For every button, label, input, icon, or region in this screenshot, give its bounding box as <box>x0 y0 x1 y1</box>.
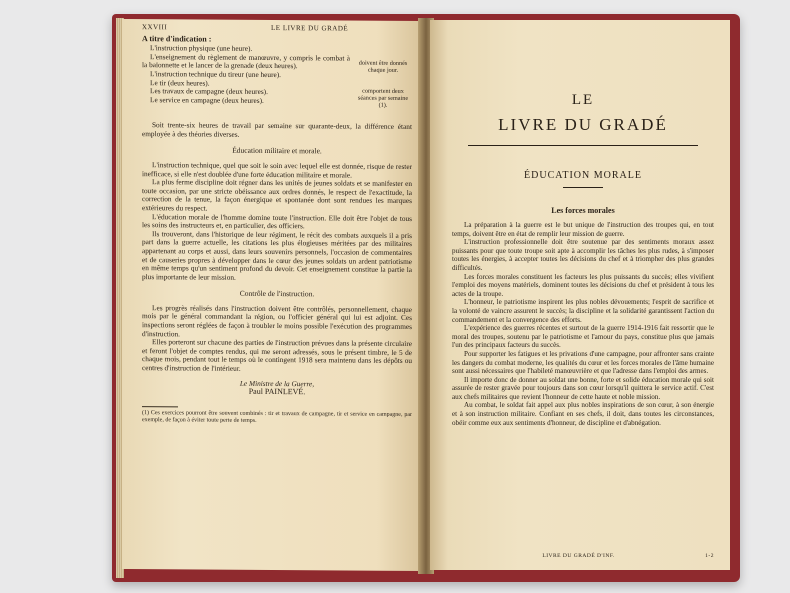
paragraph: L'éducation morale de l'homme domine toute l'instruction. Elle doit être l'objet de tous les soins des instructeurs et, en particulier, des officiers. <box>142 211 412 231</box>
footnote: (1) Ces exercices pourront être souvent combinés : tir et travaux de campagne, tir et service en campagne, par exemple, de façon à éviter toute perte de temps. <box>142 409 412 424</box>
running-title: LE LIVRE DU GRADÉ <box>271 23 349 33</box>
indication-line: Les travaux de campagne (deux heures). <box>150 86 268 97</box>
indication-block <box>142 44 412 123</box>
open-book <box>112 14 740 582</box>
indication-summary: Soit trente-six heures de travail par semaine sur quarante-deux, la différence étant employée à des théories diverses. <box>142 120 412 139</box>
title-rule <box>468 145 698 146</box>
paragraph: Il importe donc de donner au soldat une bonne, forte et solide éducation morale qui soit assurée de rester gravée pour toujours dans son cœur lorsqu'il quittera le service actif. C'est aux chefs militaires que revient l'honneur de cette haute et noble mission. <box>452 375 714 401</box>
indication-line: L'instruction technique du tireur (une heure). <box>150 69 281 80</box>
page-number: XXVIII <box>142 23 168 32</box>
paragraph: L'honneur, le patriotisme inspirent les plus nobles dévouements; l'esprit de sacrifice et la volonté de vaincre assurent le succès; la discipline et la solidarité garantissent l'action du commandement et la convergence des efforts. <box>452 298 714 324</box>
footer-signature-mark: 1-2 <box>705 553 714 559</box>
side-note: comportent deux séances par semaine (1). <box>357 87 409 109</box>
paragraph: L'instruction technique, quel que soit le soin avec lequel elle est donnée, risque de rester inefficace, si elle n'est doublée d'une forte éducation militaire et morale. <box>142 160 412 180</box>
paragraph: La plus ferme discipline doit régner dans les unités de jeunes soldats et se manifester en toute occasion, par une stricte obéissance aux ordres donnés, le respect de l'exactitude, la correction de la tenue, la façon énergique et spontanée dont sont rendues les marques extérieures du respect. <box>142 177 412 213</box>
right-page <box>430 20 730 570</box>
paragraph: Ils trouveront, dans l'historique de leur régiment, le récit des combats auxquels il a pris part dans la guerre actuelle, les citations les plus élogieuses méritées par des militaires appartenant au corps et aussi, dans leurs souvenirs personnels, l'occasion de commentaires et de causeries propres à développer dans le cœur des jeunes soldats un ardent patriotisme en même temps qu'un sentiment profond du devoir. Cet enseignement constitue la partie la plus importante de leur mission. <box>142 228 412 282</box>
section-title: Éducation militaire et morale. <box>232 146 322 156</box>
title-line-1: LE <box>571 92 595 108</box>
section-title: ÉDUCATION MORALE <box>524 170 642 181</box>
indication-line: Le service en campagne (deux heures). <box>150 94 264 105</box>
page-footer <box>452 553 714 559</box>
footer-text: LIVRE DU GRADÉ D'INF. <box>542 553 615 559</box>
left-page <box>122 19 422 571</box>
subsection-title: Les forces morales <box>551 206 615 215</box>
paragraph: Au combat, le soldat fait appel aux plus nobles inspirations de son cœur, à son énergie et à son instruction militaire. Confiant en ses chefs, il doit, dans toutes les circonstances, obéir comme eux aux sentiments d'honneur, de discipline et d'abnégation. <box>452 401 714 427</box>
paragraph: L'expérience des guerres récentes et surtout de la guerre 1914-1916 fait ressortir que le moral des troupes, soutenu par le patriotisme et l'amour du pays, constitue plus que jamais l'un des principaux facteurs du succès. <box>452 324 714 350</box>
section-rule <box>563 187 603 188</box>
signature-name: Paul PAINLEVÉ. <box>248 387 306 397</box>
signature <box>142 379 412 398</box>
paragraph: Les forces morales constituent les facteurs les plus puissants du succès; elles vivifient l'emploi des moyens matériels, dominent toutes les décisions du chef et président à tous les actes de la troupe. <box>452 272 714 298</box>
paragraph: Elles porteront sur chacune des parties de l'instruction prévues dans la présente circulaire et feront l'objet de comptes rendus, qui me seront adressés, sous le présent timbre, le 5 de chaque mois, pendant tout le temps où le contingent 1918 sera maintenu dans les dépôts ou centres d'instruction de l'intérieur. <box>142 337 412 373</box>
indication-line: L'enseignement du règlement de manœuvre, y compris le combat à la baïonnette et le lancer de la grenade (deux heures). <box>142 51 350 71</box>
body-text <box>452 221 714 427</box>
side-note: doivent être donnés chaque jour. <box>358 59 408 75</box>
indication-line: L'instruction physique (une heure). <box>150 43 253 54</box>
paragraph: L'instruction professionnelle doit être soutenue par des sentiments moraux assez puissants pour que toute troupe soit apte à accomplir les tâches les plus rudes, à s'imposer toutes les énergies, à accepter toutes les décisions du chef et à triompher des plus grandes difficultés. <box>452 238 714 272</box>
running-header <box>142 23 412 33</box>
signature-role: Le Ministre de la Guerre, <box>239 378 315 388</box>
title-line-2: LIVRE DU GRADÉ <box>498 115 668 134</box>
paragraph: La préparation à la guerre est le but unique de l'instruction des troupes qui, en tout temps, doivent être en état de remplir leur mission de guerre. <box>452 221 714 238</box>
footnote-rule <box>142 406 178 407</box>
paragraph: Les progrès réalisés dans l'instruction doivent être contrôlés, personnellement, chaque mois par le général commandant la région, ou l'officier général qui lui est adjoint. Ces inspections seront réglées de façon à troubler le moins possible l'exécution des programmes d'instruction. <box>142 303 412 339</box>
indication-line: Le tir (deux heures). <box>150 77 210 88</box>
section-title: Contrôle de l'instruction. <box>239 289 315 299</box>
paragraph: Pour supporter les fatigues et les privations d'une campagne, pour affronter sans crainte les dangers du combat moderne, les qualités du cœur et les forces morales de l'âme humaine sont aussi nécessaires que l'habileté manœuvrière et que l'adresse dans l'emploi des armes. <box>452 349 714 376</box>
indication-heading: A titre d'indication : <box>142 33 212 44</box>
